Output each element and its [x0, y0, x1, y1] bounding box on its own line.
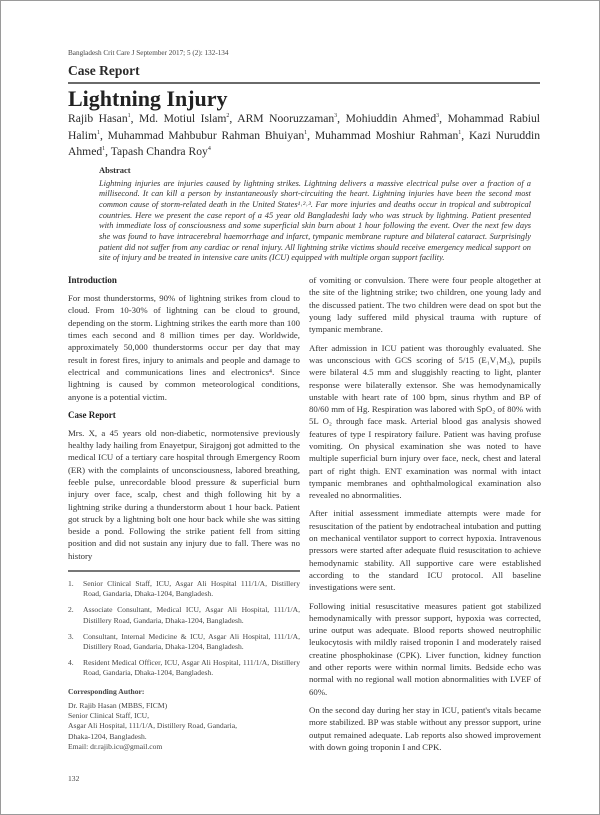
footnote: 2. Associate Consultant, Medical ICU, Asgar Ali Hospital, 111/1/A, Distillery Road, Gandaria, Dhaka-1204, Bangladesh.	[68, 605, 300, 625]
author-list: Rajib Hasan$^1$, Md. Motiul Islam$^2$, ARM Nooruzzaman$^3$, Mohiuddin Ahmed$^3$, Mohammad Rabiul Halim$^1$, Muhammad Mahbubur Rahman Bhuiyan$^1$, Muhammad Moshiur Rahman$^1$, Kazi Nuruddin Ahmed$^1$, Tapash Chandra Roy$^4$	[68, 112, 541, 158]
introduction-paragraph: For most thunderstorms, 90% of lightning strikes from cloud to cloud. From 10-30% of lightning can be cloud to ground, depending on the storm. Lightning strikes the earth more than 100 times each second and 8 million times per day. Worldwide, approximately 50,000 thunderstorms occur per day that may result in forest fires, injury to animals and people and damage to electrical and communications lines and electronics⁴. Since lightning is caused by common meteorological conditions, anyone is a potential victim.	[68, 293, 300, 402]
author: Rajib Hasan$^1$	[68, 112, 131, 125]
abstract-heading: Abstract	[99, 164, 131, 175]
body-columns	[68, 274, 541, 784]
footnote: 4. Resident Medical Officer, ICU, Asgar Ali Hospital, 111/1/A, Distillery Road, Gandaria, Dhaka-1204, Bangladesh.	[68, 658, 300, 678]
author: Mohiuddin Ahmed$^3$	[345, 112, 440, 125]
right-column	[309, 274, 541, 759]
case-report-paragraph: Mrs. X, a 45 years old non-diabetic, normotensive previously healthy lady hailing from Enayetpur, Sirajgonj got admitted to the medical ICU of a tertiary care hospital through Emergency Room (ER) with the complaints of unconsciousness, labored breathing, feeble pulse, unrecordable blood pressure & superficial burn injury over face, scalp, chest and thigh following hit by a lightning strike during a thunderstorm about 1 hour back. Patient got struck by a lightning bolt one hour back while she was sitting beside a pond. Following the strike patient fell from sitting position and did not sustain any injury due to fall. There was no history	[68, 427, 300, 561]
affiliation-footnotes	[68, 579, 300, 679]
header-divider	[68, 82, 540, 84]
author: Kazi Nuruddin Ahmed$^1$	[68, 128, 541, 158]
page-number: 132	[68, 773, 80, 783]
introduction-heading: Introduction	[68, 275, 117, 286]
journal-citation: Bangladesh Crit Care J September 2017; 5 (2): 132-134	[68, 49, 229, 57]
article-title: Lightning Injury	[68, 86, 228, 111]
body-paragraph: Following initial resuscitative measures patient got stabilized hemodynamically with pressor support, hypoxia was corrected, urine output was adequate. Blood reports showed neutrophilic leukocytosis with mildly raised troponin I and moderately raised creatine phosphokinase (CPK). Liver function, kidney function and other reports were within normal limits. Bedside echo was normal with no regional wall motion abnormalities with LVEF of 60%.	[309, 600, 541, 697]
corresponding-line: Asgar Ali Hospital, 111/1/A, Distillery Road, Gandaria,	[68, 721, 238, 731]
author: Mohammad Rabiul Halim$^1$	[68, 112, 541, 142]
corresponding-line: Dhaka-1204, Bangladesh.	[68, 731, 147, 741]
footnote: 1. Senior Clinical Staff, ICU, Asgar Ali Hospital 111/1/A, Distillery Road, Gandaria, Dhaka-1204, Bangladesh.	[68, 579, 300, 599]
abstract-text: Lightning injuries are injuries caused by lightning strikes. Lightning delivers a massive electrical pulse over a fraction of a millisecond. It can kill a person by instantaneously short-circuiting the heart. Lightning injuries have been the second most common cause of storm-related death in the United States¹˒²˒³. Far more injuries and deaths occur in tropical and subtropical countries. Here we present the case report of a 45 year old Bangladeshi lady who was struck by lightning. Patient presented with immediate loss of consciousness and some superficial skin burn about 1 hour following the event. Over the next few days she was found to have intracerebral haemorrhage and infarct, tympanic membrane rupture and bilateral cataract. Surprisingly patient did not suffer from any cardiac or renal injury. All lightning strike victims should receive emergency medical support on site of injury and be treated in intensive care units (ICU) equipped with multiple organ support facility.	[99, 178, 531, 263]
author: Tapash Chandra Roy$^4$	[110, 145, 211, 158]
body-paragraph: of vomiting or convulsion. There were four people altogether at the site of the lightning strike; two children, one young lady and the discussed patient. The two children were dead on spot but the young lady suffered mild physical trauma with rupture of tympanic membrane.	[309, 275, 541, 335]
corresponding-author	[68, 687, 300, 752]
article-type: Case Report	[68, 63, 140, 78]
corresponding-line: Senior Clinical Staff, ICU,	[68, 711, 150, 721]
left-column	[68, 274, 300, 784]
author: ARM Nooruzzaman$^3$	[237, 112, 338, 125]
author: Md. Motiul Islam$^2$	[139, 112, 230, 125]
footnote-divider	[68, 570, 300, 572]
corresponding-email[interactable]: Email: dr.rajib.icu@gmail.com	[68, 741, 163, 751]
footnote: 3. Consultant, Internal Medicine & ICU, Asgar Ali Hospital, 111/1/A, Distillery Road, Gandaria, Dhaka-1204, Bangladesh.	[68, 631, 300, 652]
corresponding-line: Dr. Rajib Hasan (MBBS, FICM)	[68, 700, 168, 710]
corresponding-author-heading: Corresponding Author:	[68, 686, 145, 696]
body-paragraph: On the second day during her stay in ICU, patient's vitals became more stabilized. BP was stable without any pressor support, urine output remained adequate. Lab reports also showed improvement with down going troponin I and CPK.	[309, 704, 541, 752]
author: Muhammad Moshiur Rahman$^1$	[314, 128, 462, 142]
abstract	[99, 165, 531, 265]
body-paragraph: After admission in ICU patient was thoroughly evaluated. She was unconscious with GCS scoring of 5/15 (E₁V₁M₃), pupils were bilateral 4.5 mm and sluggishly reacting to light, planter response were bilaterally extensor. She was hemodynamically unstable with heart rate of 100 bpm, sinus rhythm and BP of 80/60 mm of Hg. Respiration was labored with SpO₂ of 80% with 5L O₂ through face mask. Arterial blood gas analysis showed features of type I respiratory failure. Patient was having profuse vomiting. On physical examination she was noted to have multiple superficial burn injury over face, neck, chest and lateral part of right thigh. ENT examination was normal with intact tympanic membranes and ophthalmological examination also revealed no abnormalities.	[309, 342, 541, 501]
case-report-heading: Case Report	[68, 409, 116, 420]
body-paragraph: After initial assessment immediate attempts were made for resuscitation of the patient by endotracheal intubation and putting on mechanical ventilator support to correct hypoxia. Intravenous pressors were started after adequate fluid resuscitation to achieve hemodynamic stability. All supportive care were established according to the standard ICU protocol. All baseline investigations were sent.	[309, 508, 541, 593]
author: Muhammad Mahbubur Rahman Bhuiyan$^1$	[107, 128, 308, 142]
